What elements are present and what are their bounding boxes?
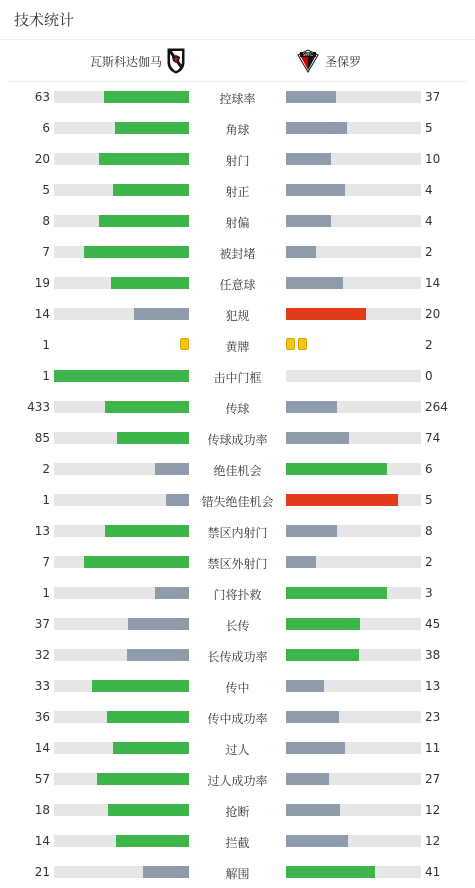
away-stat-bar bbox=[286, 649, 421, 661]
away-stat-value: 11 bbox=[425, 741, 441, 755]
away-stat-bar-fill bbox=[286, 680, 324, 692]
home-stat-bar-fill bbox=[128, 618, 189, 630]
away-stat-bar bbox=[286, 866, 421, 878]
away-stat-bar bbox=[286, 463, 421, 475]
away-stat-bar-fill bbox=[286, 432, 349, 444]
home-stat-bar bbox=[54, 525, 189, 537]
stat-label: 击中门框 bbox=[213, 371, 262, 385]
home-stat-bar bbox=[54, 556, 189, 568]
home-stat-bar-fill bbox=[155, 463, 189, 475]
away-stat-value: 2 bbox=[425, 338, 433, 352]
home-stat-bar bbox=[54, 91, 189, 103]
away-stat-bar-fill bbox=[286, 494, 398, 506]
away-stat-bar bbox=[286, 618, 421, 630]
away-stat-bar bbox=[286, 153, 421, 165]
away-stat-value: 4 bbox=[425, 214, 433, 228]
stat-label: 被封堵 bbox=[219, 247, 256, 261]
away-stat-bar bbox=[286, 680, 421, 692]
stat-row bbox=[0, 423, 475, 454]
away-stat-value: 13 bbox=[425, 679, 441, 693]
stat-label: 传球成功率 bbox=[207, 433, 268, 447]
home-stat-bar bbox=[54, 649, 189, 661]
stat-label: 黄牌 bbox=[225, 340, 250, 354]
stat-label: 长传成功率 bbox=[207, 650, 268, 664]
away-stat-bar-fill bbox=[286, 525, 337, 537]
away-stat-value: 27 bbox=[425, 772, 441, 786]
home-stat-value: 19 bbox=[34, 276, 50, 290]
home-stat-value: 5 bbox=[42, 183, 50, 197]
home-stat-value: 85 bbox=[34, 431, 50, 445]
stat-label: 传中 bbox=[225, 681, 250, 695]
home-yellow-cards bbox=[180, 338, 189, 350]
home-stat-bar-fill bbox=[97, 773, 189, 785]
home-stat-bar bbox=[54, 153, 189, 165]
away-stat-bar bbox=[286, 773, 421, 785]
away-stat-value: 5 bbox=[425, 121, 433, 135]
home-team-name: 瓦斯科达伽马 bbox=[90, 54, 163, 69]
away-stat-value: 20 bbox=[425, 307, 441, 321]
away-stat-bar bbox=[286, 525, 421, 537]
away-stat-bar bbox=[286, 401, 421, 413]
stat-label: 射正 bbox=[225, 185, 250, 199]
home-stat-bar bbox=[54, 401, 189, 413]
home-stat-value: 14 bbox=[34, 307, 50, 321]
stat-row bbox=[0, 826, 475, 857]
away-stat-bar bbox=[286, 184, 421, 196]
home-stat-bar bbox=[54, 494, 189, 506]
away-stat-bar bbox=[286, 494, 421, 506]
home-stat-bar bbox=[54, 773, 189, 785]
stat-label: 禁区外射门 bbox=[207, 557, 268, 571]
away-stat-bar-fill bbox=[286, 463, 387, 475]
away-stat-bar bbox=[286, 587, 421, 599]
stat-row bbox=[0, 485, 475, 516]
away-stat-bar bbox=[286, 432, 421, 444]
away-stat-bar-fill bbox=[286, 277, 343, 289]
home-stat-bar bbox=[54, 370, 189, 382]
home-stat-value: 433 bbox=[27, 400, 50, 414]
away-stat-bar-fill bbox=[286, 184, 345, 196]
stat-label: 传中成功率 bbox=[207, 712, 268, 726]
away-team[interactable] bbox=[291, 41, 361, 81]
home-stat-bar-fill bbox=[113, 184, 189, 196]
home-stat-bar-fill bbox=[54, 370, 189, 382]
vasco-crest-icon bbox=[166, 48, 186, 74]
away-stat-bar-fill bbox=[286, 153, 331, 165]
stat-label: 犯规 bbox=[225, 309, 250, 323]
home-stat-value: 1 bbox=[42, 586, 50, 600]
stat-row bbox=[0, 640, 475, 671]
stat-label: 射门 bbox=[225, 154, 250, 168]
home-stat-bar bbox=[54, 742, 189, 754]
away-stat-value: 2 bbox=[425, 245, 433, 259]
stats-list bbox=[0, 82, 475, 888]
away-stat-value: 41 bbox=[425, 865, 441, 879]
home-stat-bar bbox=[54, 587, 189, 599]
home-stat-bar bbox=[54, 835, 189, 847]
away-stat-bar bbox=[286, 122, 421, 134]
home-stat-bar-fill bbox=[134, 308, 189, 320]
away-stat-value: 3 bbox=[425, 586, 433, 600]
away-stat-bar bbox=[286, 370, 421, 382]
stat-row bbox=[0, 671, 475, 702]
home-stat-bar-fill bbox=[84, 556, 189, 568]
away-stat-value: 74 bbox=[425, 431, 441, 445]
away-stat-bar-fill bbox=[286, 773, 329, 785]
stat-row bbox=[0, 516, 475, 547]
away-stat-bar bbox=[286, 556, 421, 568]
sao-paulo-crest-icon bbox=[295, 48, 321, 74]
stat-row bbox=[0, 609, 475, 640]
home-stat-bar bbox=[54, 184, 189, 196]
stat-row bbox=[0, 857, 475, 888]
yellow-card-icon bbox=[286, 338, 295, 350]
away-stat-bar bbox=[286, 835, 421, 847]
stat-row bbox=[0, 299, 475, 330]
page-title: 技术统计 bbox=[14, 11, 75, 29]
home-stat-value: 37 bbox=[34, 617, 50, 631]
home-stat-bar bbox=[54, 432, 189, 444]
away-stat-bar bbox=[286, 804, 421, 816]
away-stat-bar-fill bbox=[286, 215, 331, 227]
stat-label: 过人 bbox=[225, 743, 250, 757]
stat-row bbox=[0, 764, 475, 795]
home-stat-bar-fill bbox=[107, 711, 189, 723]
stat-label: 拦截 bbox=[225, 836, 250, 850]
stats-header bbox=[0, 0, 475, 40]
away-stat-bar bbox=[286, 277, 421, 289]
stat-row bbox=[0, 330, 475, 361]
home-stat-bar bbox=[54, 308, 189, 320]
stat-label: 传球 bbox=[225, 402, 250, 416]
away-stat-value: 23 bbox=[425, 710, 441, 724]
stat-row bbox=[0, 547, 475, 578]
away-stat-value: 2 bbox=[425, 555, 433, 569]
stat-row bbox=[0, 578, 475, 609]
yellow-card-icon bbox=[180, 338, 189, 350]
home-stat-bar bbox=[54, 711, 189, 723]
away-stat-bar-fill bbox=[286, 308, 366, 320]
away-stat-value: 6 bbox=[425, 462, 433, 476]
home-stat-value: 32 bbox=[34, 648, 50, 662]
away-stat-value: 38 bbox=[425, 648, 441, 662]
svg-text:SPFC: SPFC bbox=[302, 52, 314, 57]
home-stat-bar-fill bbox=[99, 215, 189, 227]
home-stat-bar-fill bbox=[108, 804, 189, 816]
stat-row bbox=[0, 268, 475, 299]
away-stat-bar-fill bbox=[286, 401, 337, 413]
away-yellow-cards bbox=[286, 338, 307, 350]
stat-label: 射偏 bbox=[225, 216, 250, 230]
stat-label: 任意球 bbox=[219, 278, 256, 292]
away-stat-value: 5 bbox=[425, 493, 433, 507]
stat-label: 角球 bbox=[225, 123, 250, 137]
home-stat-value: 14 bbox=[34, 834, 50, 848]
home-stat-value: 6 bbox=[42, 121, 50, 135]
home-stat-bar-fill bbox=[166, 494, 189, 506]
away-stat-value: 0 bbox=[425, 369, 433, 383]
away-stat-bar-fill bbox=[286, 246, 316, 258]
home-stat-bar-fill bbox=[105, 525, 189, 537]
away-stat-bar-fill bbox=[286, 122, 347, 134]
home-stat-value: 18 bbox=[34, 803, 50, 817]
home-stat-value: 1 bbox=[42, 493, 50, 507]
stat-row bbox=[0, 144, 475, 175]
home-stat-bar bbox=[54, 122, 189, 134]
stat-label: 抢断 bbox=[225, 805, 250, 819]
away-stat-bar-fill bbox=[286, 556, 316, 568]
home-stat-bar-fill bbox=[155, 587, 189, 599]
away-stat-bar bbox=[286, 308, 421, 320]
home-stat-bar bbox=[54, 680, 189, 692]
away-stat-value: 14 bbox=[425, 276, 441, 290]
away-stat-value: 12 bbox=[425, 803, 441, 817]
stat-row bbox=[0, 206, 475, 237]
stat-row bbox=[0, 733, 475, 764]
stat-row bbox=[0, 82, 475, 113]
away-stat-value: 37 bbox=[425, 90, 441, 104]
away-stat-value: 8 bbox=[425, 524, 433, 538]
home-stat-bar bbox=[54, 277, 189, 289]
home-stat-value: 57 bbox=[34, 772, 50, 786]
away-stat-value: 264 bbox=[425, 400, 448, 414]
home-stat-value: 21 bbox=[34, 865, 50, 879]
home-stat-value: 13 bbox=[34, 524, 50, 538]
stat-row bbox=[0, 175, 475, 206]
stat-label: 长传 bbox=[225, 619, 250, 633]
home-stat-bar-fill bbox=[111, 277, 189, 289]
stat-label: 解围 bbox=[225, 867, 250, 881]
away-stat-bar-fill bbox=[286, 587, 387, 599]
stat-label: 错失绝佳机会 bbox=[201, 495, 274, 509]
home-stat-value: 1 bbox=[42, 369, 50, 383]
stat-row bbox=[0, 702, 475, 733]
home-stat-bar-fill bbox=[104, 91, 189, 103]
home-stat-bar bbox=[54, 618, 189, 630]
stat-label: 过人成功率 bbox=[207, 774, 268, 788]
home-stat-bar bbox=[54, 215, 189, 227]
away-stat-bar bbox=[286, 215, 421, 227]
stat-row bbox=[0, 454, 475, 485]
home-stat-bar-fill bbox=[117, 432, 189, 444]
stat-label: 门将扑救 bbox=[213, 588, 262, 602]
stat-row bbox=[0, 237, 475, 268]
away-stat-bar-fill bbox=[286, 649, 359, 661]
stat-label: 绝佳机会 bbox=[213, 464, 262, 478]
away-team-name: 圣保罗 bbox=[325, 54, 362, 69]
home-stat-bar-fill bbox=[143, 866, 189, 878]
stat-row bbox=[0, 392, 475, 423]
stat-row bbox=[0, 795, 475, 826]
away-stat-bar-fill bbox=[286, 804, 340, 816]
teams-bar bbox=[8, 41, 467, 82]
home-stat-value: 36 bbox=[34, 710, 50, 724]
stat-row bbox=[0, 113, 475, 144]
home-stat-value: 1 bbox=[42, 338, 50, 352]
home-stat-bar bbox=[54, 866, 189, 878]
home-stat-value: 7 bbox=[42, 245, 50, 259]
home-stat-value: 14 bbox=[34, 741, 50, 755]
home-stat-bar bbox=[54, 804, 189, 816]
stat-label: 禁区内射门 bbox=[207, 526, 268, 540]
away-stat-value: 10 bbox=[425, 152, 441, 166]
home-stat-bar-fill bbox=[115, 122, 189, 134]
yellow-card-icon bbox=[298, 338, 307, 350]
home-stat-bar-fill bbox=[92, 680, 189, 692]
away-stat-bar bbox=[286, 91, 421, 103]
stat-row bbox=[0, 361, 475, 392]
home-stat-bar bbox=[54, 463, 189, 475]
home-stat-bar-fill bbox=[113, 742, 189, 754]
home-stat-bar-fill bbox=[105, 401, 189, 413]
home-stat-value: 7 bbox=[42, 555, 50, 569]
home-stat-value: 33 bbox=[34, 679, 50, 693]
home-stat-bar-fill bbox=[116, 835, 189, 847]
stat-label: 控球率 bbox=[219, 92, 256, 106]
home-stat-value: 2 bbox=[42, 462, 50, 476]
home-stat-value: 8 bbox=[42, 214, 50, 228]
away-stat-bar-fill bbox=[286, 618, 360, 630]
away-stat-bar-fill bbox=[286, 835, 348, 847]
home-team[interactable] bbox=[90, 41, 190, 81]
away-stat-bar bbox=[286, 742, 421, 754]
away-stat-bar bbox=[286, 711, 421, 723]
home-stat-bar-fill bbox=[99, 153, 189, 165]
away-stat-bar-fill bbox=[286, 866, 375, 878]
home-stat-value: 63 bbox=[34, 90, 50, 104]
home-stat-bar-fill bbox=[84, 246, 189, 258]
away-stat-value: 12 bbox=[425, 834, 441, 848]
home-stat-bar-fill bbox=[127, 649, 189, 661]
away-stat-bar bbox=[286, 246, 421, 258]
away-stat-value: 4 bbox=[425, 183, 433, 197]
home-stat-value: 20 bbox=[34, 152, 50, 166]
away-stat-bar-fill bbox=[286, 711, 339, 723]
home-stat-bar bbox=[54, 246, 189, 258]
away-stat-value: 45 bbox=[425, 617, 441, 631]
away-stat-bar-fill bbox=[286, 742, 345, 754]
away-stat-bar-fill bbox=[286, 91, 336, 103]
